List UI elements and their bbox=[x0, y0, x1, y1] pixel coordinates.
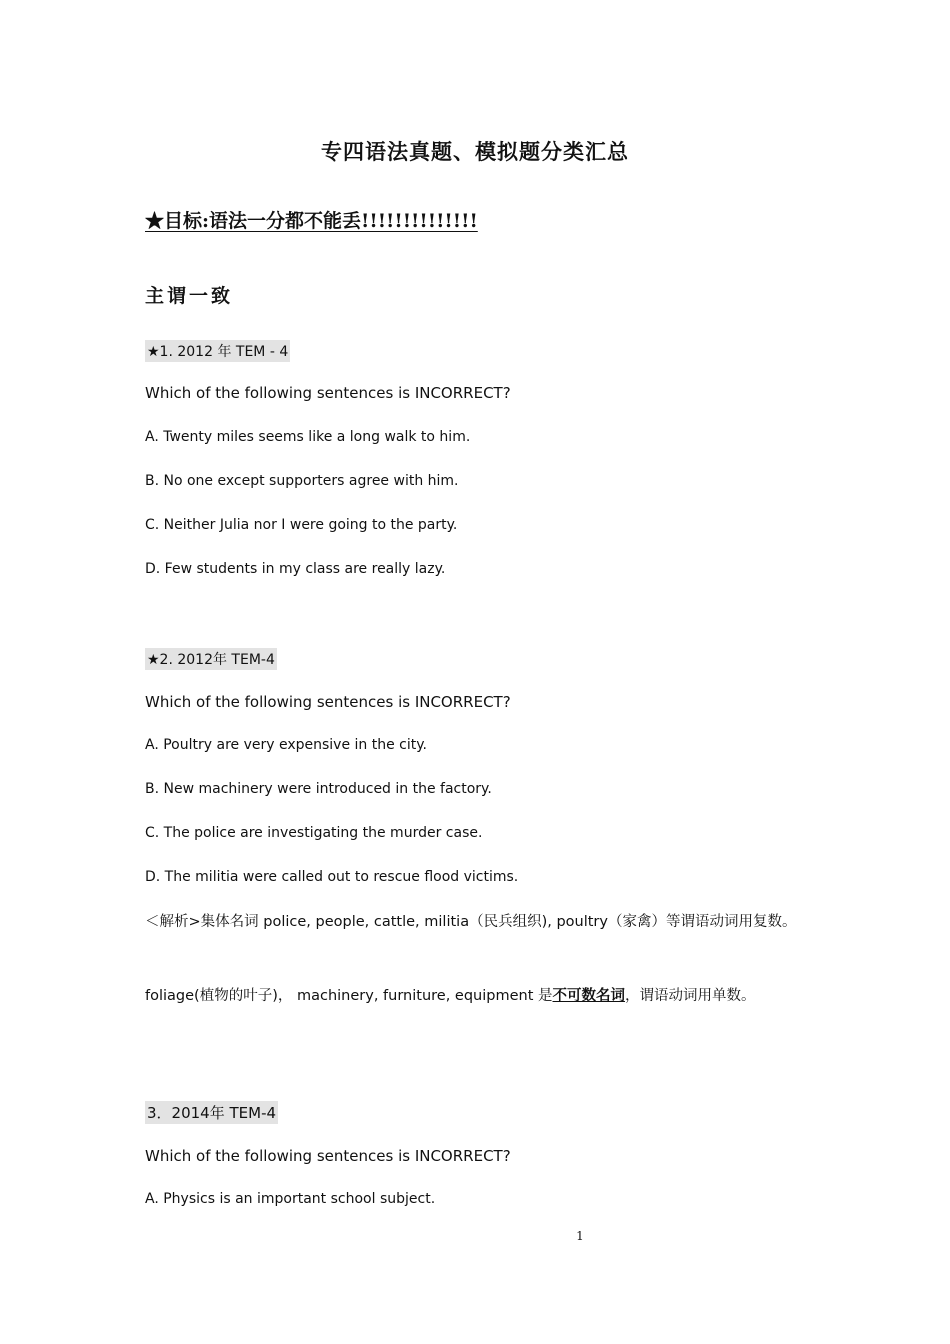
question-3-stem: Which of the following sentences is INCORRECT? bbox=[145, 1147, 511, 1165]
question-2-option-a: A. Poultry are very expensive in the city. bbox=[145, 737, 427, 753]
question-1-option-b: B. No one except supporters agree with him. bbox=[145, 473, 459, 489]
question-2-option-d: D. The militia were called out to rescue flood victims. bbox=[145, 869, 519, 885]
question-1-option-c: C. Neither Julia nor I were going to the party. bbox=[145, 517, 458, 533]
section-heading: 主谓一致 bbox=[145, 285, 234, 307]
analysis-text-pre: foliage(植物的叶子)， machinery, furniture, equipment 是 bbox=[145, 988, 553, 1004]
question-3-option-a: A. Physics is an important school subject. bbox=[145, 1191, 436, 1207]
question-1-stem: Which of the following sentences is INCORRECT? bbox=[145, 384, 511, 402]
analysis-emphasis: 不可数名词 bbox=[552, 988, 625, 1004]
question-1-heading: ★1. 2012 年 TEM - 4 bbox=[145, 340, 290, 362]
question-1-option-d: D. Few students in my class are really lazy. bbox=[145, 561, 446, 577]
question-2-analysis: ＜解析>集体名词 police, people, cattle, militia（民兵组织), poultry（家禽）等谓语动词用复数。 bbox=[145, 914, 797, 930]
page-number: 1 bbox=[576, 1229, 584, 1243]
question-2-option-b: B. New machinery were introduced in the factory. bbox=[145, 781, 492, 797]
analysis-text-post: ，谓语动词用单数。 bbox=[625, 988, 756, 1004]
goal-line: ★目标:语法一分都不能丢!!!!!!!!!!!!!! bbox=[145, 210, 478, 232]
question-2-option-c: C. The police are investigating the murder case. bbox=[145, 825, 483, 841]
question-1-option-a: A. Twenty miles seems like a long walk to him. bbox=[145, 429, 471, 445]
question-2-stem: Which of the following sentences is INCORRECT? bbox=[145, 693, 511, 711]
document-title: 专四语法真题、模拟题分类汇总 bbox=[321, 140, 629, 164]
question-3-heading: 3．2014年 TEM-4 bbox=[145, 1101, 278, 1124]
question-2-heading: ★2. 2012年 TEM-4 bbox=[145, 648, 277, 670]
question-2-analysis-uncountable bbox=[145, 982, 810, 1010]
